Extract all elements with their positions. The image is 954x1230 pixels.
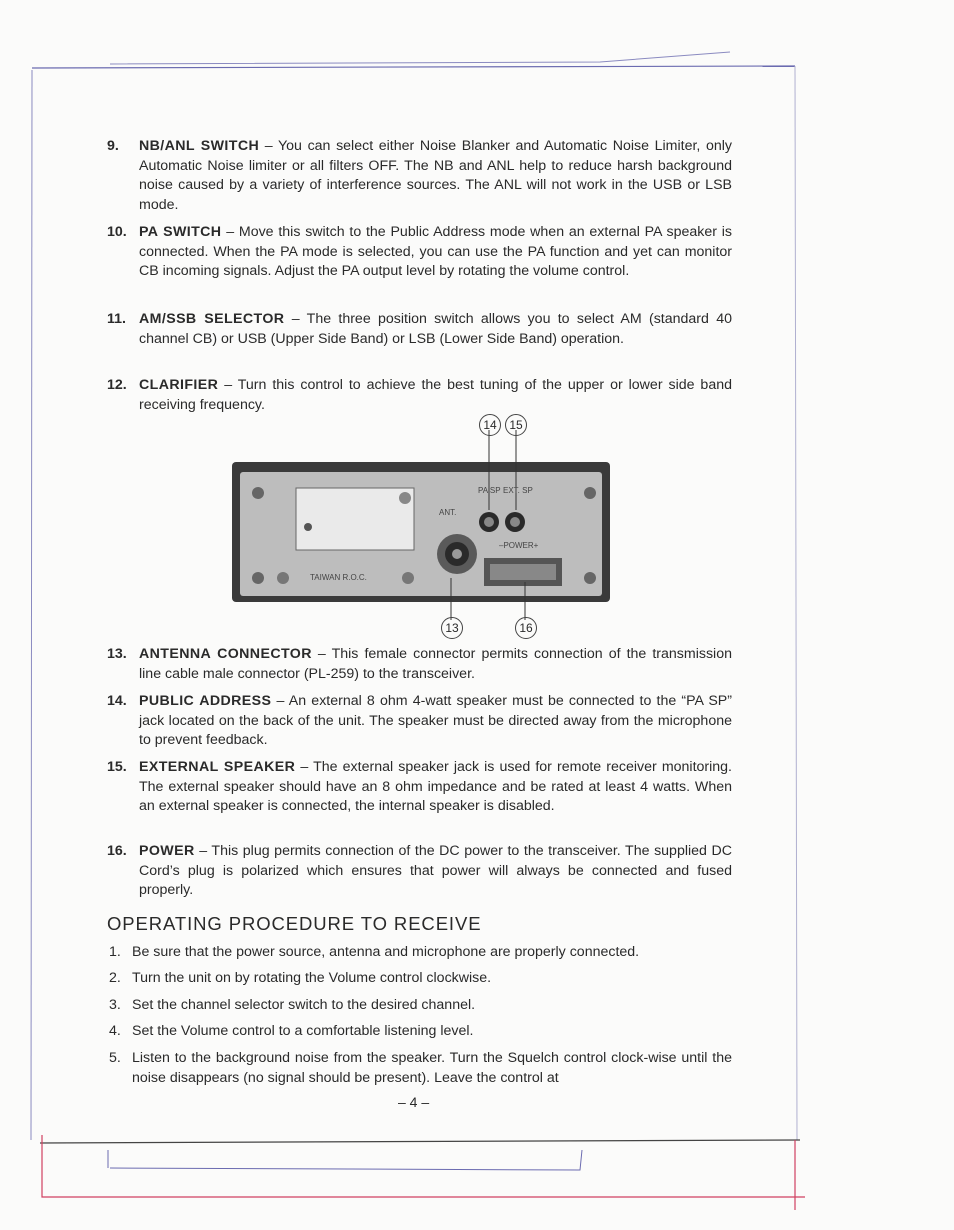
callout-13: 13 bbox=[441, 617, 463, 639]
list-item bbox=[107, 223, 732, 282]
step-number: 2. bbox=[109, 970, 121, 986]
item-number: 12. bbox=[107, 377, 127, 393]
item-title: POWER bbox=[139, 843, 195, 859]
item-text: – This female connector permits connection of the transmission line cable male connector (PL-259) to the transceiver. bbox=[139, 646, 732, 682]
step-text: Listen to the background noise from the speaker. Turn the Squelch control clock-wise until the noise disappears (no signal should be present). Leave the control at bbox=[132, 1050, 732, 1086]
step-number: 1. bbox=[109, 944, 121, 960]
step-number: 3. bbox=[109, 997, 121, 1013]
callout-14: 14 bbox=[479, 414, 501, 436]
step-item bbox=[107, 996, 732, 1016]
step-item bbox=[107, 1022, 732, 1042]
power-label: –POWER+ bbox=[499, 541, 539, 550]
item-title: PA SWITCH bbox=[139, 224, 222, 240]
step-text: Be sure that the power source, antenna and microphone are properly connected. bbox=[132, 944, 640, 960]
item-number: 16. bbox=[107, 843, 127, 859]
pa-sp-label: PA SP bbox=[478, 486, 501, 495]
section-heading: OPERATING PROCEDURE TO RECEIVE bbox=[107, 913, 482, 934]
step-item bbox=[107, 1049, 732, 1088]
step-number: 4. bbox=[109, 1023, 121, 1039]
step-text: Turn the unit on by rotating the Volume control clockwise. bbox=[132, 970, 492, 986]
item-title: EXTERNAL SPEAKER bbox=[139, 759, 296, 775]
step-number: 5. bbox=[109, 1050, 121, 1066]
item-title: CLARIFIER bbox=[139, 377, 219, 393]
item-text: – An external 8 ohm 4-watt speaker must be connected to the “PA SP” jack located on the back of the unit. The speaker must be directed away from the microphone to prevent feedback. bbox=[139, 693, 732, 749]
callout-16: 16 bbox=[515, 617, 537, 639]
item-title: PUBLIC ADDRESS bbox=[139, 693, 272, 709]
callout-15: 15 bbox=[505, 414, 527, 436]
taiwan-label: TAIWAN R.O.C. bbox=[310, 573, 367, 582]
item-text: – The external speaker jack is used for remote receiver monitoring. The external speaker should have an 8 ohm impedance and be rated at least 4 watts. When an external speaker is connected, the internal speaker is disabled. bbox=[139, 759, 732, 815]
item-number: 14. bbox=[107, 693, 127, 709]
step-item bbox=[107, 969, 732, 989]
list-item bbox=[107, 758, 732, 817]
item-text: – Move this switch to the Public Address mode when an external PA speaker is connected. When the PA mode is selected, you can use the PA function and yet can monitor CB incoming signals. Adjust the PA output level by rotating the volume control. bbox=[139, 224, 732, 280]
list-item bbox=[107, 645, 732, 684]
rear-panel-figure bbox=[220, 410, 625, 645]
item-title: AM/SSB SELECTOR bbox=[139, 311, 285, 327]
item-number: 13. bbox=[107, 646, 127, 662]
rear-panel-illustration bbox=[220, 410, 625, 645]
item-text: – The three position switch allows you to select AM (standard 40 channel CB) or USB (Upper Side Band) or LSB (Lower Side Band) operation. bbox=[139, 311, 732, 347]
item-text: – Turn this control to achieve the best tuning of the upper or lower side band receiving frequency. bbox=[139, 377, 732, 413]
item-number: 9. bbox=[107, 138, 119, 154]
item-title: NB/ANL SWITCH bbox=[139, 138, 260, 154]
step-item bbox=[107, 943, 732, 963]
list-item bbox=[107, 692, 732, 751]
step-text: Set the channel selector switch to the desired channel. bbox=[132, 997, 476, 1013]
ext-sp-label: EXT. SP bbox=[503, 486, 533, 495]
item-title: ANTENNA CONNECTOR bbox=[139, 646, 312, 662]
item-number: 15. bbox=[107, 759, 127, 775]
list-item bbox=[107, 842, 732, 901]
item-text: – You can select either Noise Blanker and Automatic Noise Limiter, only Automatic Noise limiter or all filters OFF. The NB and ANL help to reduce harsh background noise caused by a variety of interference sources. The ANL will not work in the USB or LSB mode. bbox=[139, 138, 732, 213]
list-item bbox=[107, 310, 732, 349]
ant-label: ANT. bbox=[439, 508, 457, 517]
item-text: – This plug permits connection of the DC power to the transceiver. The supplied DC Cord’s plug is polarized which ensures that power will always be connected and fused properly. bbox=[139, 843, 732, 899]
item-number: 11. bbox=[107, 311, 126, 327]
page-number: – 4 – bbox=[398, 1094, 430, 1110]
step-text: Set the Volume control to a comfortable listening level. bbox=[132, 1023, 474, 1039]
list-item bbox=[107, 137, 732, 215]
item-number: 10. bbox=[107, 224, 127, 240]
